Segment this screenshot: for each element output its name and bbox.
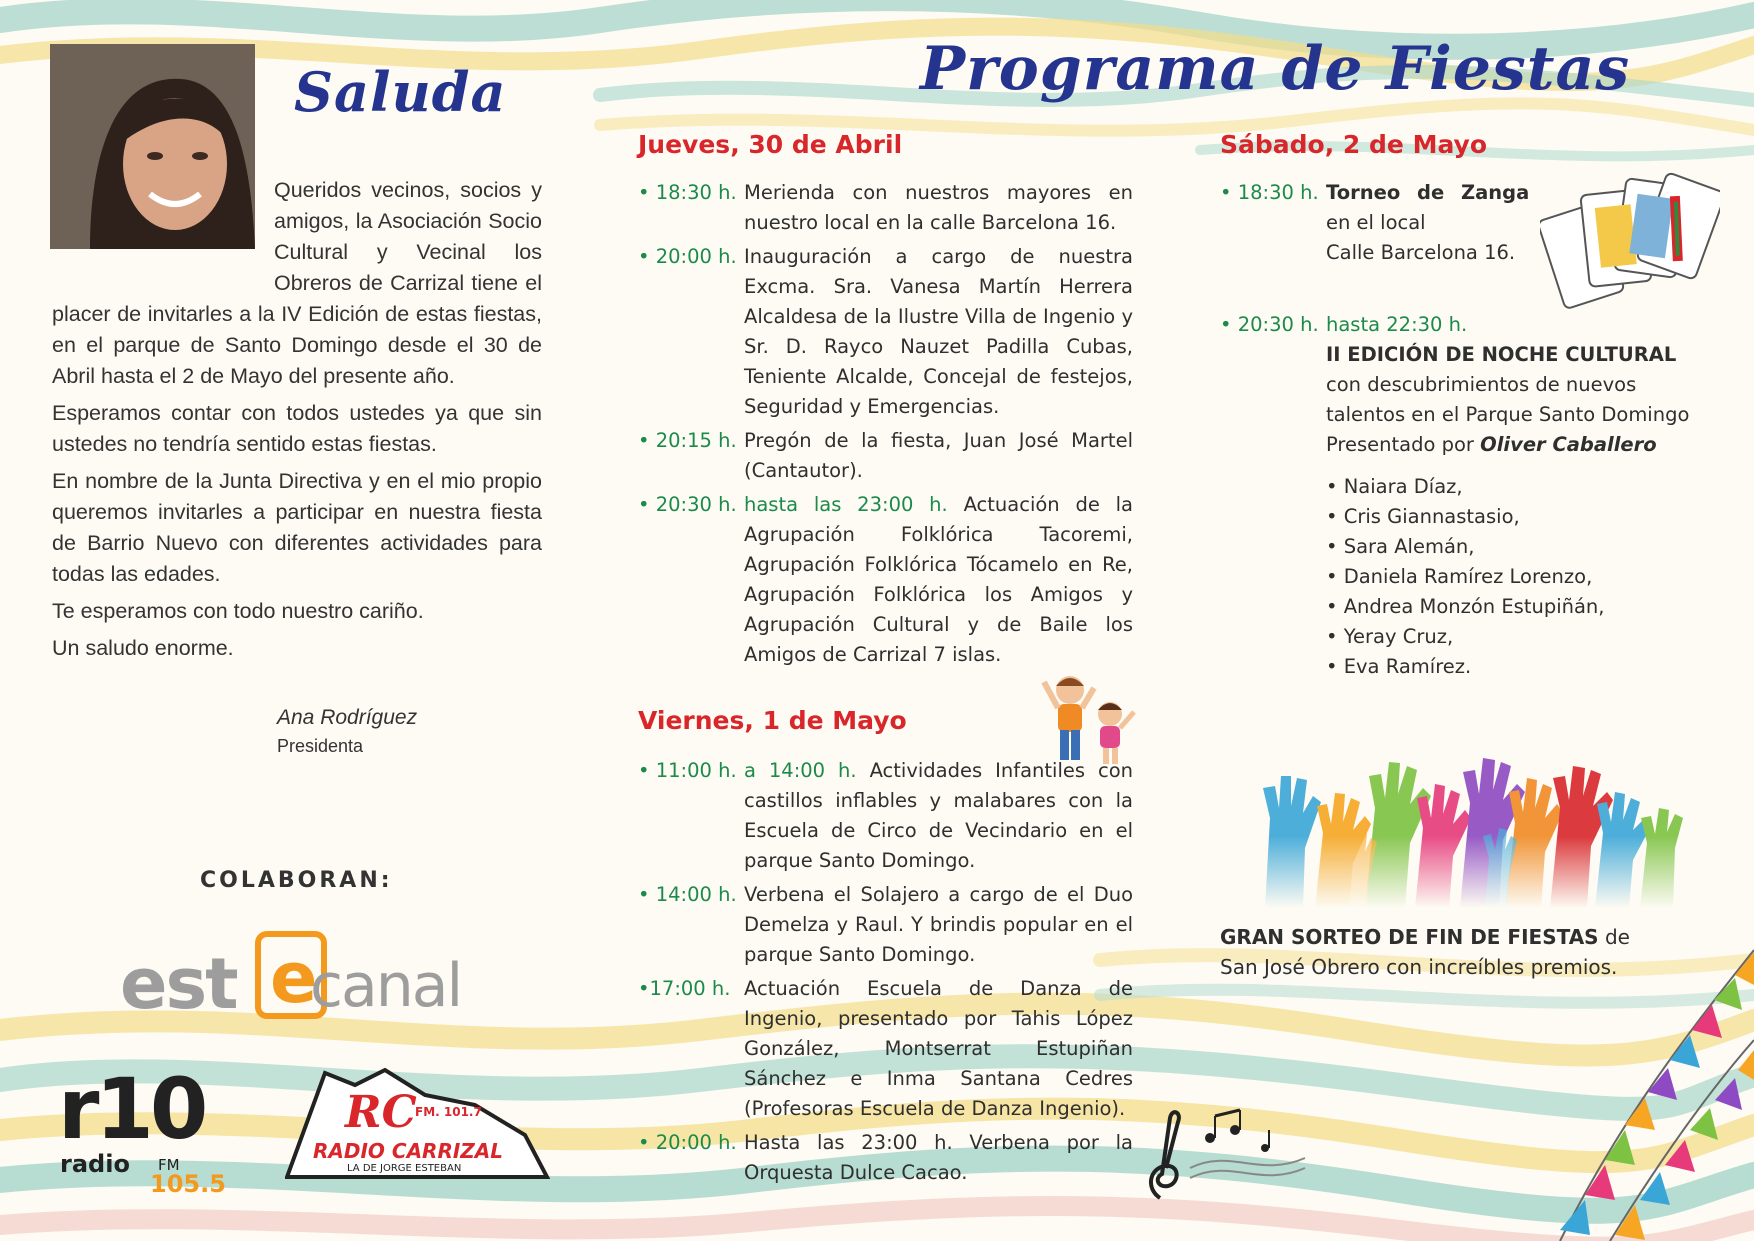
radio-carrizal-logo bbox=[285, 1065, 550, 1185]
saluda-paragraph-2: Esperamos contar con todos ustedes ya que sin ustedes no tendría sentido estas fiestas. bbox=[52, 401, 542, 456]
event-address: Calle Barcelona 16. bbox=[1326, 241, 1516, 264]
sorteo-title: GRAN SORTEO DE FIN DE FIESTAS bbox=[1220, 925, 1599, 949]
event-row bbox=[638, 490, 1133, 670]
music-notes-illustration bbox=[1140, 1108, 1310, 1208]
event-row bbox=[638, 756, 1133, 876]
viernes-events bbox=[638, 756, 1133, 1192]
rio-logo-mark: r10 bbox=[58, 1060, 205, 1158]
event-text bbox=[744, 756, 1133, 876]
event-row bbox=[638, 242, 1133, 422]
rc-logo-mark: RC bbox=[345, 1087, 417, 1138]
jueves-events bbox=[638, 178, 1133, 674]
event-text: Verbena el Solajero a cargo de el Duo Demelza y Raul. Y brindis popular en el parque Santo Domingo. bbox=[744, 883, 1133, 966]
saluda-paragraph-4: Te esperamos con todo nuestro cariño. bbox=[52, 599, 424, 623]
event-time: • 18:30 h. bbox=[1220, 181, 1319, 204]
event-until: hasta 22:30 h. bbox=[1326, 313, 1468, 336]
event-location: en el local bbox=[1326, 211, 1426, 234]
list-item: • Sara Alemán, bbox=[1326, 535, 1475, 558]
event-time: • 20:00 h. bbox=[638, 1131, 737, 1154]
day-heading-sabado: Sábado, 2 de Mayo bbox=[1220, 130, 1488, 159]
event-description: con descubrimientos de nuevos talentos en el Parque Santo Domingo Presentado por bbox=[1326, 373, 1690, 456]
rio-logo-fm: FM bbox=[158, 1156, 180, 1174]
event-time: • 20:30 h. bbox=[1220, 313, 1319, 336]
event-time: • 14:00 h. bbox=[638, 883, 737, 906]
day-heading-jueves: Jueves, 30 de Abril bbox=[638, 130, 903, 159]
event-title: II EDICIÓN DE NOCHE CULTURAL bbox=[1326, 343, 1677, 366]
rc-logo-fm: FM. 101.7 bbox=[415, 1105, 482, 1119]
playing-cards-illustration bbox=[1540, 170, 1720, 320]
raised-hands-illustration bbox=[1245, 748, 1685, 908]
saluda-paragraph-1-text: Queridos vecinos, socios y amigos, la Asociación Socio Cultural y Vecinal los Obreros de Carrizal tiene el placer de invitarles a la IV Edición de estas fiestas, en el parque de Santo Domingo desde el 30 de Abril hasta el 2 de Mayo del presente año. bbox=[52, 178, 542, 388]
event-title: Torneo de Zanga bbox=[1326, 181, 1530, 204]
event-time: • 20:30 h. bbox=[638, 493, 737, 516]
event-row bbox=[638, 1128, 1133, 1188]
este-logo-e: e bbox=[270, 937, 318, 1019]
event-text bbox=[1326, 310, 1716, 682]
list-item: • Yeray Cruz, bbox=[1326, 625, 1454, 648]
sorteo-text: de San José Obrero con increíbles premios. bbox=[1220, 925, 1630, 979]
event-text: Merienda con nuestros mayores en nuestro local en la calle Barcelona 16. bbox=[744, 181, 1133, 234]
event-until: a 14:00 h. bbox=[744, 759, 857, 782]
list-item: • Andrea Monzón Estupiñán, bbox=[1326, 595, 1605, 618]
saluda-paragraph-1 bbox=[52, 175, 542, 392]
event-time: • 18:30 h. bbox=[638, 181, 737, 204]
event-text: Pregón de la fiesta, Juan José Martel (Cantautor). bbox=[744, 429, 1133, 482]
event-time: •17:00 h. bbox=[638, 977, 731, 1000]
sorteo-announcement bbox=[1220, 922, 1670, 982]
event-text bbox=[1326, 178, 1536, 268]
event-time: • 20:00 h. bbox=[638, 245, 737, 268]
event-description: Actividades Infantiles con castillos inflables y malabares con la Escuela de Circo de Vecindario en el parque Santo Domingo. bbox=[744, 759, 1133, 872]
page-title: Programa de Fiestas bbox=[920, 34, 1631, 104]
event-row bbox=[1220, 310, 1720, 682]
colaboran-label: COLABORAN: bbox=[200, 868, 393, 893]
event-text: Inauguración a cargo de nuestra Excma. Sra. Vanesa Martín Herrera Alcaldesa de la Ilustre Villa de Ingenio y Sr. D. Rayco Nauzet Padilla Cubas, Teniente Alcalde, Concejal de festejos, Seguridad y Emergencias. bbox=[744, 245, 1133, 418]
event-text bbox=[744, 490, 1133, 670]
saluda-title: Saluda bbox=[294, 60, 507, 124]
talent-list bbox=[1326, 472, 1716, 682]
list-item: • Naiara Díaz, bbox=[1326, 475, 1463, 498]
list-item: • Cris Giannastasio, bbox=[1326, 505, 1520, 528]
signature-role: Presidenta bbox=[277, 736, 364, 756]
saluda-paragraph-5: Un saludo enorme. bbox=[52, 636, 234, 660]
rio-logo-radio: radio bbox=[60, 1150, 130, 1178]
rc-logo-tagline: LA DE JORGE ESTEBAN bbox=[347, 1163, 462, 1174]
children-illustration bbox=[1040, 668, 1140, 768]
este-logo-est: est bbox=[120, 943, 237, 1025]
event-row bbox=[638, 880, 1133, 970]
day-heading-viernes: Viernes, 1 de Mayo bbox=[638, 706, 907, 735]
list-item: • Eva Ramírez. bbox=[1326, 655, 1472, 678]
event-time: • 11:00 h. bbox=[638, 759, 737, 782]
event-description: Actuación de la Agrupación Folklórica Tacoremi, Agrupación Folklórica Tócamelo en Re, Agrupación Folklórica los Amigos y Agrupación Cultural y de Baile los Amigos de Carrizal 7 islas. bbox=[744, 493, 1133, 666]
signature-name: Ana Rodríguez bbox=[277, 706, 418, 729]
event-row bbox=[638, 974, 1133, 1124]
event-until: hasta las 23:00 h. bbox=[744, 493, 948, 516]
rio-logo-frequency: 105.5 bbox=[150, 1170, 226, 1198]
saluda-letter bbox=[52, 175, 542, 670]
list-item: • Daniela Ramírez Lorenzo, bbox=[1326, 565, 1593, 588]
este-canal-logo bbox=[120, 925, 460, 1025]
rio-radio-logo bbox=[58, 1060, 238, 1198]
este-logo-canal: canal bbox=[310, 951, 462, 1021]
event-presenter: Oliver Caballero bbox=[1480, 433, 1657, 456]
event-time: • 20:15 h. bbox=[638, 429, 737, 452]
event-text: Actuación Escuela de Danza de Ingenio, presentado por Tahis López González, Montserrat Estupiñan Sánchez e Inma Santana Cedres (Profesoras Escuela de Danza Ingenio). bbox=[744, 977, 1133, 1120]
rc-logo-name: RADIO CARRIZAL bbox=[313, 1139, 504, 1163]
event-row bbox=[638, 178, 1133, 238]
event-text: Hasta las 23:00 h. Verbena por la Orquesta Dulce Cacao. bbox=[744, 1131, 1133, 1184]
event-row bbox=[638, 426, 1133, 486]
saluda-paragraph-3: En nombre de la Junta Directiva y en el mio propio queremos invitarles a participar en nuestra fiesta de Barrio Nuevo con diferentes actividades para todas las edades. bbox=[52, 469, 542, 586]
